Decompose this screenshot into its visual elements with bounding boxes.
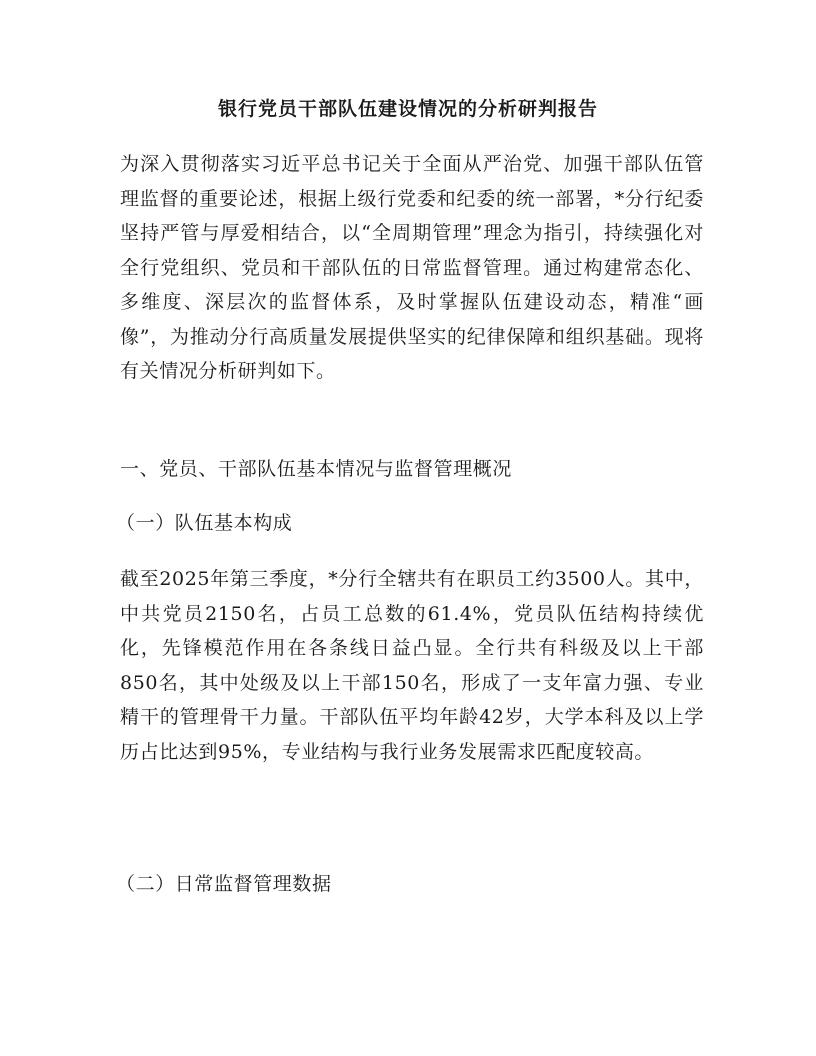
subsection-1-paragraph: 截至2025年第三季度，*分行全辖共有在职员工约3500人。其中，中共党员2150名，占员工总数的61.4%，党员队伍结构持续优化，先锋模范作用在各条线日益凸显。全行共有科级及以上干部850名，其中处级及以上干部150名，形成了一支年富力强、专业精干的管理骨干力量。干部队伍平均年龄42岁，大学本科及以上学历占比达到95%，专业结构与我行业务发展需求匹配度较高。	[120, 568, 704, 763]
subsection-2-heading: （二）日常监督管理数据	[116, 873, 332, 895]
section-1-heading: 一、党员、干部队伍基本情况与监督管理概况	[120, 458, 513, 480]
subsection-1-heading: （一）队伍基本构成	[116, 512, 293, 534]
intro-paragraph: 为深入贯彻落实习近平总书记关于全面从严治党、加强干部队伍管理监督的重要论述，根据上级行党委和纪委的统一部署，*分行纪委坚持严管与厚爱相结合，以“全周期管理”理念为指引，持续强化对全行党组织、党员和干部队伍的日常监督管理。通过构建常态化、多维度、深层次的监督体系，及时掌握队伍建设动态，精准“画像”，为推动分行高质量发展提供坚实的纪律保障和组织基础。现将有关情况分析研判如下。	[120, 153, 704, 382]
document-title: 银行党员干部队伍建设情况的分析研判报告	[217, 98, 598, 120]
